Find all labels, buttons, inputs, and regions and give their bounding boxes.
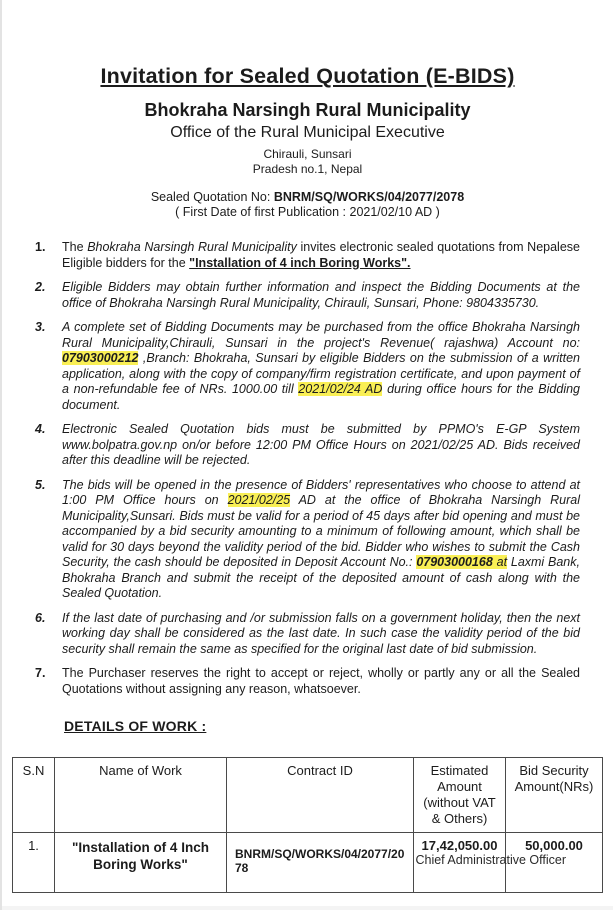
- header-sn: S.N: [13, 758, 55, 833]
- notice-item-1: [35, 240, 580, 271]
- notice-list: [2, 219, 613, 697]
- notice-number: 5.: [35, 477, 46, 492]
- document-header: [2, 0, 613, 219]
- notice-number: 1.: [35, 240, 46, 254]
- notice-text: If the last date of purchasing and /or submission falls on a government holiday, then the next working day shall be considered as the last date. In such case the validity period of the bid security shall remain the same as specified for the original last date of bid submission.: [62, 610, 580, 656]
- notice-item-6: [35, 611, 580, 658]
- notice-number: 7.: [35, 666, 46, 680]
- header-contract-id: Contract ID: [227, 758, 414, 833]
- cell-contract-id: BNRM/SQ/WORKS/04/2077/2078: [227, 833, 414, 893]
- details-of-work-heading: DETAILS OF WORK :: [64, 718, 207, 734]
- cell-estimated-amount: 17,42,050.00: [414, 833, 506, 893]
- cell-name-of-work: "Installation of 4 Inch Boring Works": [55, 833, 227, 893]
- notice-text: The Bhokraha Narsingh Rural Municipality invites electronic sealed quotations from Nepalese Eligible bidders for the "Installation of 4 inch Boring Works".: [62, 240, 580, 270]
- notice-number: 2.: [35, 280, 46, 294]
- address-line-1: Chirauli, Sunsari: [263, 147, 352, 161]
- notice-text: A complete set of Bidding Documents may be purchased from the office Bhokraha Narsingh Rural Municipality,Chirauli, Sunsari in the project's Revenue( rajashwa) Account no: 07903000212 ,Branch: Bhokraha, Sunsari by eligible Bidders on the submission of a written application, along with the copy of company/firm registration certificate, and upon payment of a non-refundable fee of NRs. 1000.00 till 2021/02/24 AD during office hours for the Bidding document.: [62, 320, 580, 412]
- sealed-quotation-number: BNRM/SQ/WORKS/04/2077/2078: [273, 190, 465, 204]
- details-table-container: [12, 757, 601, 893]
- header-bid-security: Bid Security Amount(NRs): [506, 758, 603, 833]
- details-table: [12, 757, 603, 893]
- notice-text: Eligible Bidders may obtain further information and inspect the Bidding Documents at the office of Bhokraha Narsingh Rural Municipality, Chirauli, Sunsari, Phone: 9804335730.: [62, 280, 580, 310]
- notice-number: 3.: [35, 320, 46, 334]
- notice-item-2: [35, 280, 580, 311]
- notice-text: The bids will be opened in the presence of Bidders' representatives who choose to attend at 1:00 PM Office hours on 2021/02/25 AD at the office of Bhokraha Narsingh Rural Municipality,Sunsari. Bids must be valid for a period of 45 days after bid opening and must be accompanied by a bid security amounting to a minimum of following amount, which shall be valid for 30 days beyond the validity period of the bid. Bidder who wishes to submit the Cash Security, the cash should be deposited in Deposit Account No.: 07903000168 at Laxmi Bank, Bhokraha Branch and submit the receipt of the deposited amount of cash along with the Sealed Quotation.: [62, 477, 580, 600]
- document-title: Invitation for Sealed Quotation (E-BIDS): [100, 64, 515, 88]
- notice-text: Electronic Sealed Quotation bids must be submitted by PPMO's E-GP System www.bolpatra.gov.np on/or before 12:00 PM Office Hours on 2021/02/25 AD. Bids received after this deadline will be rejected.: [62, 422, 580, 467]
- sealed-quotation-line: [2, 190, 613, 204]
- notice-number: 6.: [35, 610, 46, 625]
- address-line-2: Pradesh no.1, Nepal: [252, 162, 363, 176]
- notice-number: 4.: [35, 422, 46, 436]
- office-name: Office of the Rural Municipal Executive: [170, 124, 445, 141]
- organization-name: Bhokraha Narsingh Rural Municipality: [144, 100, 471, 120]
- header-estimated-amount: Estimated Amount (without VAT & Others): [414, 758, 506, 833]
- cell-bid-security: 50,000.00: [506, 833, 603, 893]
- publication-date-line: ( First Date of first Publication : 2021/02/10 AD ): [175, 205, 440, 219]
- notice-item-4: [35, 422, 580, 469]
- notice-item-5: [35, 478, 580, 602]
- notice-text: The Purchaser reserves the right to accept or reject, wholly or partly any or all the Sealed Quotations without assigning any reason, whatsoever.: [62, 666, 580, 696]
- table-header-row: [13, 758, 603, 833]
- sealed-quotation-label: Sealed Quotation No:: [150, 190, 274, 204]
- signature-title: Chief Administrative Officer: [415, 853, 566, 867]
- header-name-of-work: Name of Work: [55, 758, 227, 833]
- notice-item-7: [35, 666, 580, 697]
- cell-sn: 1.: [13, 833, 55, 893]
- notice-item-3: [35, 320, 580, 413]
